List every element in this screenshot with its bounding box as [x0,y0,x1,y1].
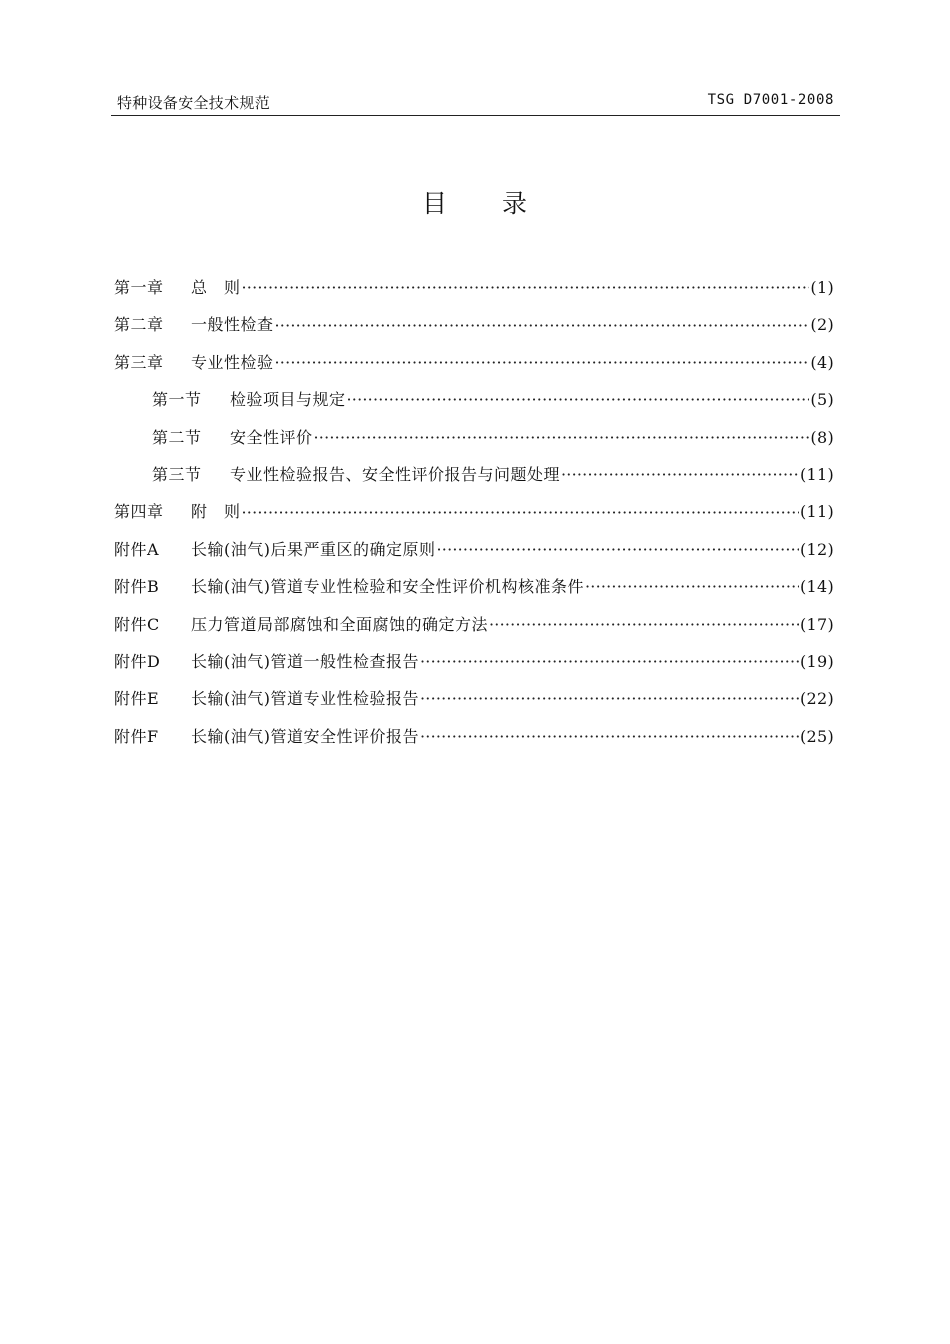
toc-entry-title: 长输(油气)管道一般性检查报告 [191,651,419,671]
toc-entry-page: (14) [799,577,834,597]
toc-entry-page: (11) [799,502,834,522]
toc-dot-leader [314,419,810,456]
toc-dot-leader [347,381,810,418]
toc-entry-title: 附 则 [191,502,241,522]
toc-entry-label: 第一节 [152,390,202,410]
toc-entry-appendix-a[interactable] [114,531,834,568]
toc-entry-title: 长输(油气)后果严重区的确定原则 [191,539,436,559]
header-series-title: 特种设备安全技术规范 [117,94,271,112]
toc-entry-title: 安全性评价 [230,427,313,447]
toc-entry-title: 总 则 [191,278,241,297]
toc-dot-leader [242,269,810,306]
toc-dot-leader [275,307,810,344]
toc-entry-chapter-3[interactable] [114,344,834,381]
toc-entry-label: 附件D [114,651,161,671]
toc-entry-appendix-c[interactable] [114,606,834,643]
toc-entry-page: (17) [799,614,834,634]
toc-entry-appendix-d[interactable] [114,643,834,680]
toc-dot-leader [242,494,799,531]
toc-entry-title: 长输(油气)管道专业性检验和安全性评价机构核准条件 [191,577,584,597]
toc-title-char: 目 [421,189,448,218]
toc-entry-title: 压力管道局部腐蚀和全面腐蚀的确定方法 [191,614,489,634]
toc-entry-label: 第三节 [152,464,202,484]
toc-entry-label: 附件B [114,577,160,597]
toc-entry-title: 检验项目与规定 [230,390,346,410]
toc-entry-label: 第一章 [114,278,164,297]
toc-entry-page: (5) [810,390,834,410]
toc-entry-appendix-b[interactable] [114,568,834,605]
toc-entry-page: (12) [799,539,834,559]
toc-entry-page: (8) [810,427,834,447]
toc-entry-label: 第二章 [114,315,164,335]
toc-entry-page: (19) [799,651,834,671]
toc-entry-label: 附件C [114,614,160,634]
toc-entry-section-1[interactable] [114,381,834,418]
toc-entry-title: 长输(油气)管道安全性评价报告 [191,726,419,746]
toc-entry-page: (22) [799,689,834,709]
page-header [111,88,840,116]
toc-list [114,269,834,755]
toc-entry-page: (11) [799,464,834,484]
toc-entry-page: (25) [799,726,834,746]
toc-dot-leader [420,680,799,717]
toc-entry-page: (4) [810,352,834,372]
toc-entry-title: 专业性检验报告、安全性评价报告与问题处理 [230,464,561,484]
toc-dot-leader [437,531,799,568]
toc-entry-chapter-4[interactable] [114,493,834,530]
toc-title [0,184,950,220]
toc-entry-title: 专业性检验 [191,352,274,372]
toc-entry-page: (2) [810,315,834,335]
toc-entry-section-3[interactable] [114,456,834,493]
toc-entry-title: 一般性检查 [191,315,274,335]
toc-dot-leader [275,344,810,381]
header-standard-number: TSG D7001-2008 [707,92,834,108]
toc-title-char: 录 [502,189,529,218]
toc-entry-label: 附件A [114,539,160,559]
toc-entry-chapter-1[interactable] [114,269,834,306]
toc-entry-chapter-2[interactable] [114,306,834,343]
toc-dot-leader [585,568,799,605]
toc-dot-leader [420,718,799,755]
toc-entry-appendix-f[interactable] [114,718,834,755]
toc-dot-leader [489,606,799,643]
toc-entry-label: 第二节 [152,427,202,447]
toc-dot-leader [561,456,799,493]
toc-entry-label: 附件F [114,726,159,746]
toc-entry-label: 第四章 [114,502,164,522]
toc-entry-appendix-e[interactable] [114,680,834,717]
toc-entry-section-2[interactable] [114,419,834,456]
toc-entry-page: (1) [810,278,834,297]
toc-entry-label: 附件E [114,689,160,709]
toc-dot-leader [420,643,799,680]
toc-entry-title: 长输(油气)管道专业性检验报告 [191,689,419,709]
toc-entry-label: 第三章 [114,352,164,372]
